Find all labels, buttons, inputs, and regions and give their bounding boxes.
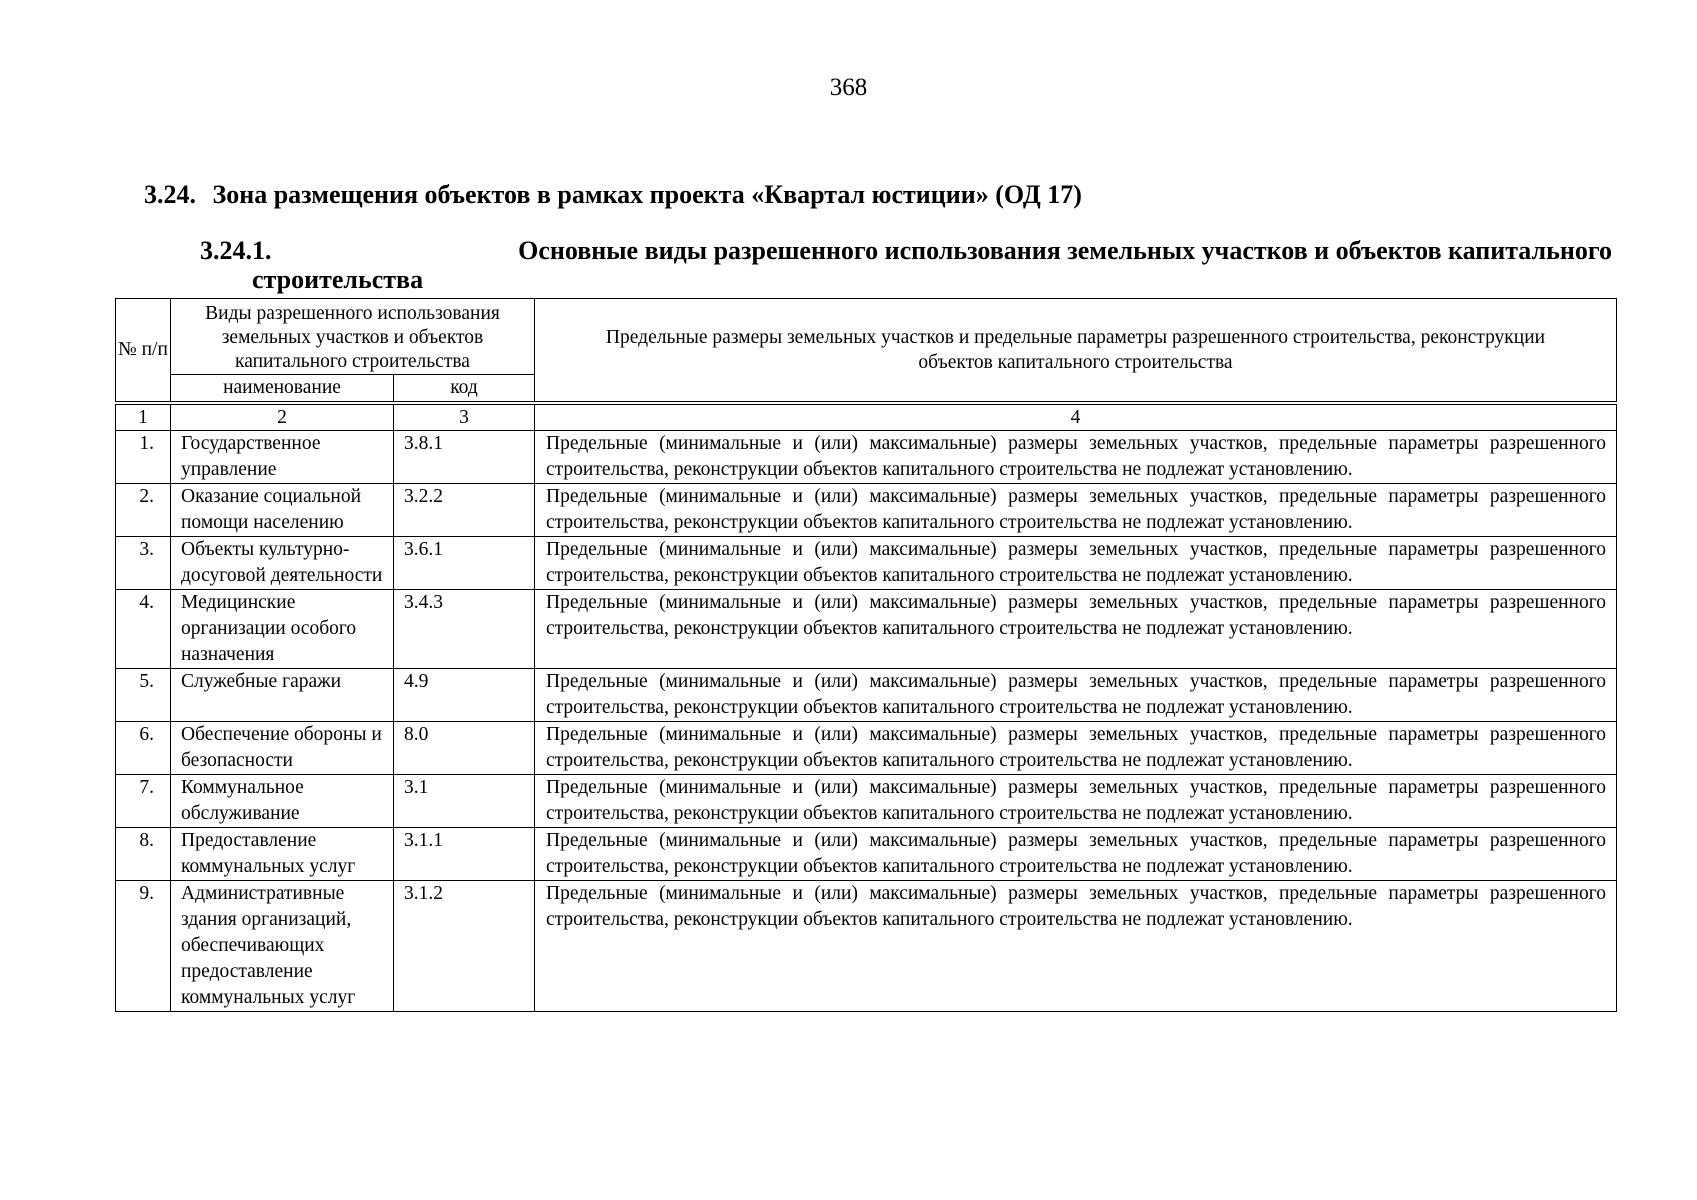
use-code: 3.1.2: [394, 881, 535, 1012]
row-number: 4.: [116, 590, 171, 669]
column-index-row: [116, 405, 1617, 431]
table-row: [116, 537, 1617, 590]
table-row: [116, 775, 1617, 828]
row-number: 9.: [116, 881, 171, 1012]
use-name: Обеспечение обороны и безопасности: [171, 722, 394, 775]
header-name-sub: наименование: [171, 375, 394, 402]
table-row: [116, 881, 1617, 1012]
table-row: [116, 590, 1617, 669]
use-limits: Предельные (минимальные и (или) максимальные) размеры земельных участков, предельные параметры разрешенного строительства, реконструкции объектов капитального строительства не подлежат установлению.: [535, 775, 1617, 828]
use-limits: Предельные (минимальные и (или) максимальные) размеры земельных участков, предельные параметры разрешенного строительства, реконструкции объектов капитального строительства не подлежат установлению.: [535, 669, 1617, 722]
use-name: Медицинские организации особого назначения: [171, 590, 394, 669]
subsection-number: 3.24.1.: [200, 236, 272, 265]
use-code: 8.0: [394, 722, 535, 775]
use-code: 3.1.1: [394, 828, 535, 881]
column-index: 4: [535, 405, 1617, 431]
column-index: 3: [394, 405, 535, 431]
use-code: 3.8.1: [394, 431, 535, 484]
use-code: 3.4.3: [394, 590, 535, 669]
header-code-sub: код: [394, 375, 535, 402]
table-row: [116, 484, 1617, 537]
header-kinds-col: Виды разрешенного использования земельных участков и объектов капитального строительства: [171, 299, 535, 375]
row-number: 6.: [116, 722, 171, 775]
use-limits: Предельные (минимальные и (или) максимальные) размеры земельных участков, предельные параметры разрешенного строительства, реконструкции объектов капитального строительства не подлежат установлению.: [535, 881, 1617, 1012]
section-heading: [144, 180, 1082, 210]
use-limits: Предельные (минимальные и (или) максимальные) размеры земельных участков, предельные параметры разрешенного строительства, реконструкции объектов капитального строительства не подлежат установлению.: [535, 431, 1617, 484]
table-row: [116, 431, 1617, 484]
row-number: 7.: [116, 775, 171, 828]
use-code: 4.9: [394, 669, 535, 722]
use-name: Предоставление коммунальных услуг: [171, 828, 394, 881]
use-limits: Предельные (минимальные и (или) максимальные) размеры земельных участков, предельные параметры разрешенного строительства, реконструкции объектов капитального строительства не подлежат установлению.: [535, 537, 1617, 590]
use-limits: Предельные (минимальные и (или) максимальные) размеры земельных участков, предельные параметры разрешенного строительства, реконструкции объектов капитального строительства не подлежат установлению.: [535, 484, 1617, 537]
section-number: 3.24.: [144, 180, 196, 209]
row-number: 5.: [116, 669, 171, 722]
use-name: Государственное управление: [171, 431, 394, 484]
use-limits: Предельные (минимальные и (или) максимальные) размеры земельных участков, предельные параметры разрешенного строительства, реконструкции объектов капитального строительства не подлежат установлению.: [535, 828, 1617, 881]
column-index: 2: [171, 405, 394, 431]
subsection-heading: [200, 236, 1612, 294]
subsection-title-line1: Основные виды разрешенного использования земельных участков и объектов капитального: [518, 236, 1612, 265]
row-number: 8.: [116, 828, 171, 881]
subsection-title-line2: строительства: [252, 265, 424, 294]
use-name: Административные здания организаций, обеспечивающих предоставление коммунальных услуг: [171, 881, 394, 1012]
use-code: 3.1: [394, 775, 535, 828]
use-limits: Предельные (минимальные и (или) максимальные) размеры земельных участков, предельные параметры разрешенного строительства, реконструкции объектов капитального строительства не подлежат установлению.: [535, 722, 1617, 775]
row-number: 1.: [116, 431, 171, 484]
land-use-table: [115, 298, 1617, 1012]
table-row: [116, 722, 1617, 775]
page-number: 368: [829, 74, 868, 101]
use-name: Оказание социальной помощи населению: [171, 484, 394, 537]
use-name: Служебные гаражи: [171, 669, 394, 722]
row-number: 3.: [116, 537, 171, 590]
use-name: Объекты культурно-досуговой деятельности: [171, 537, 394, 590]
header-limits-col: Предельные размеры земельных участков и предельные параметры разрешенного строительства, реконструкции объектов капитального строительства: [535, 299, 1617, 402]
column-index: 1: [116, 405, 171, 431]
section-title: Зона размещения объектов в рамках проекта «Квартал юстиции» (ОД 17): [212, 180, 1082, 209]
row-number: 2.: [116, 484, 171, 537]
use-code: 3.6.1: [394, 537, 535, 590]
table-row: [116, 828, 1617, 881]
use-name: Коммунальное обслуживание: [171, 775, 394, 828]
use-limits: Предельные (минимальные и (или) максимальные) размеры земельных участков, предельные параметры разрешенного строительства, реконструкции объектов капитального строительства не подлежат установлению.: [535, 590, 1617, 669]
use-code: 3.2.2: [394, 484, 535, 537]
header-num-col: № п/п: [116, 299, 171, 402]
table-row: [116, 669, 1617, 722]
